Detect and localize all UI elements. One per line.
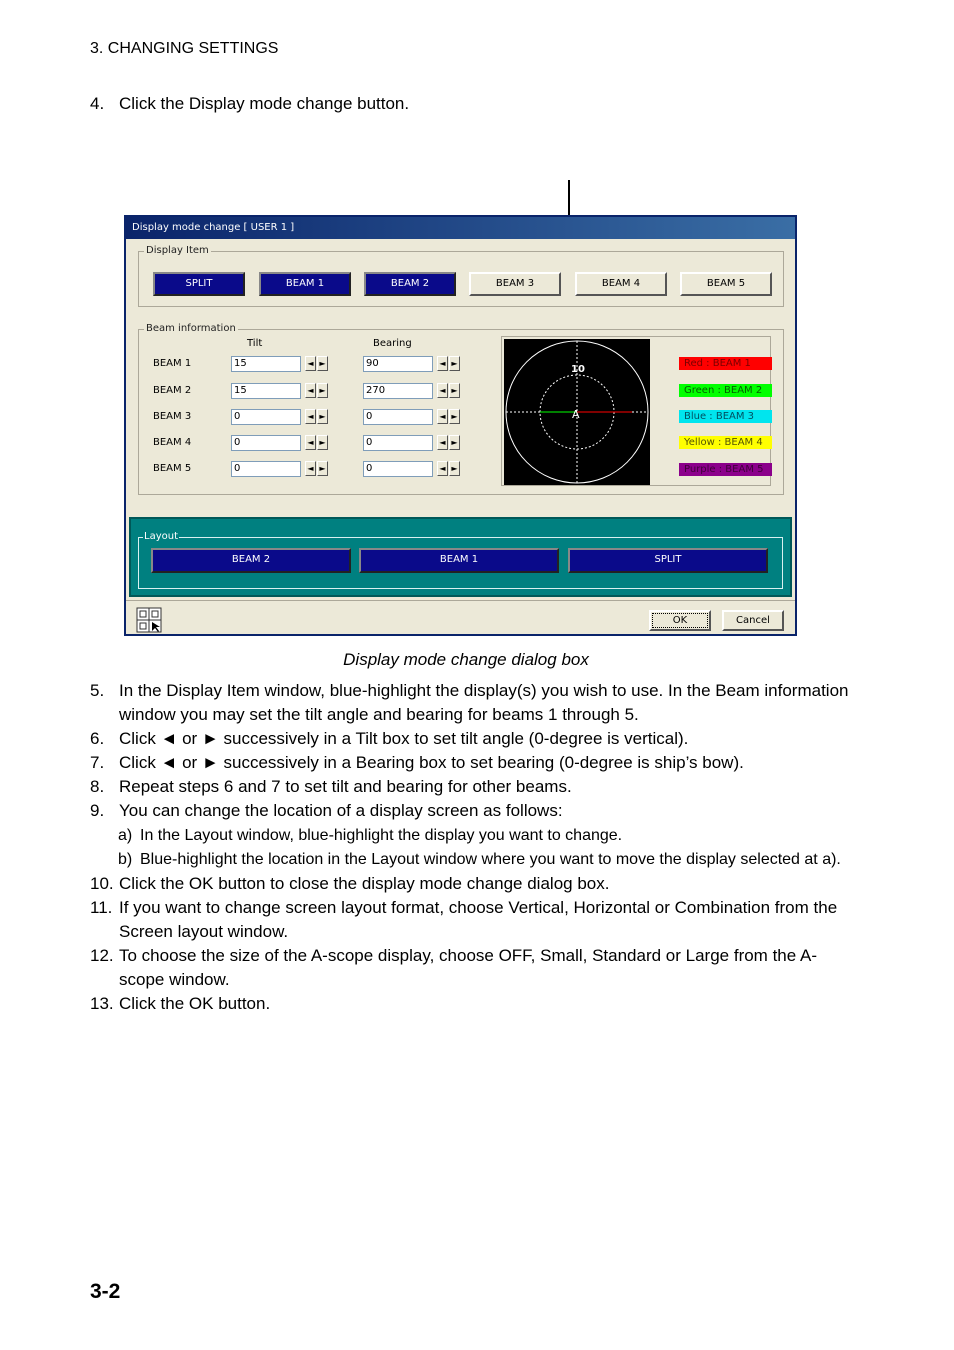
beam3-bearing-input[interactable]: 0: [363, 409, 433, 425]
layout-grid-icon[interactable]: [136, 607, 162, 633]
step-9: [90, 799, 850, 823]
step-text: Click ◄ or ► successively in a Tilt box to set tilt angle (0-degree is vertical).: [119, 729, 689, 748]
step-10: [90, 872, 850, 896]
layout-beam1-button[interactable]: BEAM 1: [359, 548, 559, 573]
display-mode-change-dialog: [124, 215, 797, 636]
layout-group: [138, 531, 783, 589]
display-item-label: Display Item: [146, 245, 209, 256]
step-number: 8.: [90, 777, 105, 796]
substep-a: [90, 824, 850, 847]
beam2-row-label: BEAM 2: [153, 385, 192, 396]
beam3-tilt-increase-button[interactable]: ►: [317, 409, 328, 424]
beam1-tilt-decrease-button[interactable]: ◄: [305, 356, 316, 371]
step-13: [90, 992, 850, 1016]
substep-letter: b): [118, 851, 133, 868]
beam4-row-label: BEAM 4: [153, 437, 192, 448]
beam3-bearing-decrease-button[interactable]: ◄: [437, 409, 448, 424]
beam4-tilt-increase-button[interactable]: ►: [317, 435, 328, 450]
display-item-split-button[interactable]: SPLIT: [153, 272, 245, 296]
step-text: Click the Display mode change button.: [119, 94, 410, 113]
figure-caption: Display mode change dialog box: [343, 650, 589, 669]
substep-text: Blue-highlight the location in the Layout window where you want to move the display selected at a).: [140, 851, 841, 868]
dialog-title: Display mode change [ USER 1 ]: [126, 217, 795, 239]
beam1-tilt-input[interactable]: 15: [231, 356, 301, 372]
beam2-tilt-increase-button[interactable]: ►: [317, 383, 328, 398]
step-text: If you want to change screen layout format, choose Vertical, Horizontal or Combination from the Screen layout window.: [119, 898, 838, 941]
legend-blue-beam3: Blue : BEAM 3: [679, 410, 772, 423]
beam4-bearing-decrease-button[interactable]: ◄: [437, 435, 448, 450]
beam1-tilt-increase-button[interactable]: ►: [317, 356, 328, 371]
step-6: [90, 727, 850, 751]
legend-yellow-beam4: Yellow : BEAM 4: [679, 436, 772, 449]
beam-scope-display: [504, 339, 650, 485]
display-item-beam3-button[interactable]: BEAM 3: [469, 272, 561, 296]
beam5-bearing-increase-button[interactable]: ►: [449, 461, 460, 476]
step-7: [90, 751, 850, 775]
beam2-tilt-input[interactable]: 15: [231, 383, 301, 399]
beam-information-group: [138, 323, 784, 495]
substep-b: [90, 848, 850, 871]
beam4-bearing-increase-button[interactable]: ►: [449, 435, 460, 450]
step-text: You can change the location of a display screen as follows:: [119, 801, 563, 820]
step-number: 7.: [90, 753, 105, 772]
legend-purple-beam5: Purple : BEAM 5: [679, 463, 772, 476]
beam2-bearing-input[interactable]: 270: [363, 383, 433, 399]
instruction-steps: [90, 679, 850, 1016]
step-8: [90, 775, 850, 799]
beam3-row-label: BEAM 3: [153, 411, 192, 422]
step-text: Click the OK button.: [119, 994, 271, 1013]
substep-letter: a): [118, 827, 133, 844]
beam5-row-label: BEAM 5: [153, 463, 192, 474]
step-text: Repeat steps 6 and 7 to set tilt and bearing for other beams.: [119, 777, 572, 796]
layout-split-button[interactable]: SPLIT: [568, 548, 768, 573]
beam5-tilt-input[interactable]: 0: [231, 461, 301, 477]
beam4-bearing-input[interactable]: 0: [363, 435, 433, 451]
beam1-row-label: BEAM 1: [153, 358, 192, 369]
beam4-tilt-decrease-button[interactable]: ◄: [305, 435, 316, 450]
page-number: 3-2: [90, 1280, 121, 1303]
beam5-tilt-decrease-button[interactable]: ◄: [305, 461, 316, 476]
layout-label: Layout: [144, 531, 178, 542]
display-item-group: [138, 245, 784, 307]
beam3-tilt-decrease-button[interactable]: ◄: [305, 409, 316, 424]
step-number: 12.: [90, 946, 114, 965]
chapter-header: 3. CHANGING SETTINGS: [90, 40, 279, 57]
display-item-beam1-button[interactable]: BEAM 1: [259, 272, 351, 296]
step-number: 6.: [90, 729, 105, 748]
display-item-beam5-button[interactable]: BEAM 5: [680, 272, 772, 296]
step-text: To choose the size of the A-scope display, choose OFF, Small, Standard or Large from the A-scope window.: [119, 946, 817, 989]
tilt-column-header: Tilt: [247, 338, 263, 349]
beam-information-label: Beam information: [146, 323, 236, 334]
legend-red-beam1: Red : BEAM 1: [679, 357, 772, 370]
step-11: [90, 896, 850, 944]
step-4: [90, 94, 409, 114]
step-number: 4.: [90, 94, 105, 113]
step-number: 13.: [90, 994, 114, 1013]
bearing-column-header: Bearing: [373, 338, 412, 349]
beam1-bearing-decrease-button[interactable]: ◄: [437, 356, 448, 371]
step-number: 9.: [90, 801, 105, 820]
beam5-bearing-decrease-button[interactable]: ◄: [437, 461, 448, 476]
ok-button[interactable]: OK: [649, 610, 711, 631]
beam1-bearing-input[interactable]: 90: [363, 356, 433, 372]
step-12: [90, 944, 850, 992]
beam2-tilt-decrease-button[interactable]: ◄: [305, 383, 316, 398]
beam3-bearing-increase-button[interactable]: ►: [449, 409, 460, 424]
scope-ring-label: 10: [571, 364, 585, 375]
beam1-bearing-increase-button[interactable]: ►: [449, 356, 460, 371]
beam3-tilt-input[interactable]: 0: [231, 409, 301, 425]
layout-beam2-button[interactable]: BEAM 2: [151, 548, 351, 573]
step-text: In the Display Item window, blue-highlight the display(s) you wish to use. In the Beam information window you may set the tilt angle and bearing for beams 1 through 5.: [119, 681, 849, 724]
step-number: 10.: [90, 874, 114, 893]
step-number: 11.: [90, 898, 113, 917]
display-item-beam2-button[interactable]: BEAM 2: [364, 272, 456, 296]
beam2-bearing-increase-button[interactable]: ►: [449, 383, 460, 398]
layout-panel: [129, 517, 792, 597]
dialog-bottom-bar: [126, 600, 795, 601]
step-text: Click ◄ or ► successively in a Bearing box to set bearing (0-degree is ship’s bow).: [119, 753, 744, 772]
beam4-tilt-input[interactable]: 0: [231, 435, 301, 451]
scope-center-label: A: [572, 408, 580, 421]
beam5-tilt-increase-button[interactable]: ►: [317, 461, 328, 476]
beam5-bearing-input[interactable]: 0: [363, 461, 433, 477]
display-item-beam4-button[interactable]: BEAM 4: [575, 272, 667, 296]
legend-green-beam2: Green : BEAM 2: [679, 384, 772, 397]
step-text: Click the OK button to close the display mode change dialog box.: [119, 874, 610, 893]
cancel-button[interactable]: Cancel: [722, 610, 784, 631]
substep-text: In the Layout window, blue-highlight the display you want to change.: [140, 827, 623, 844]
beam2-bearing-decrease-button[interactable]: ◄: [437, 383, 448, 398]
step-5: [90, 679, 850, 727]
step-number: 5.: [90, 681, 105, 700]
